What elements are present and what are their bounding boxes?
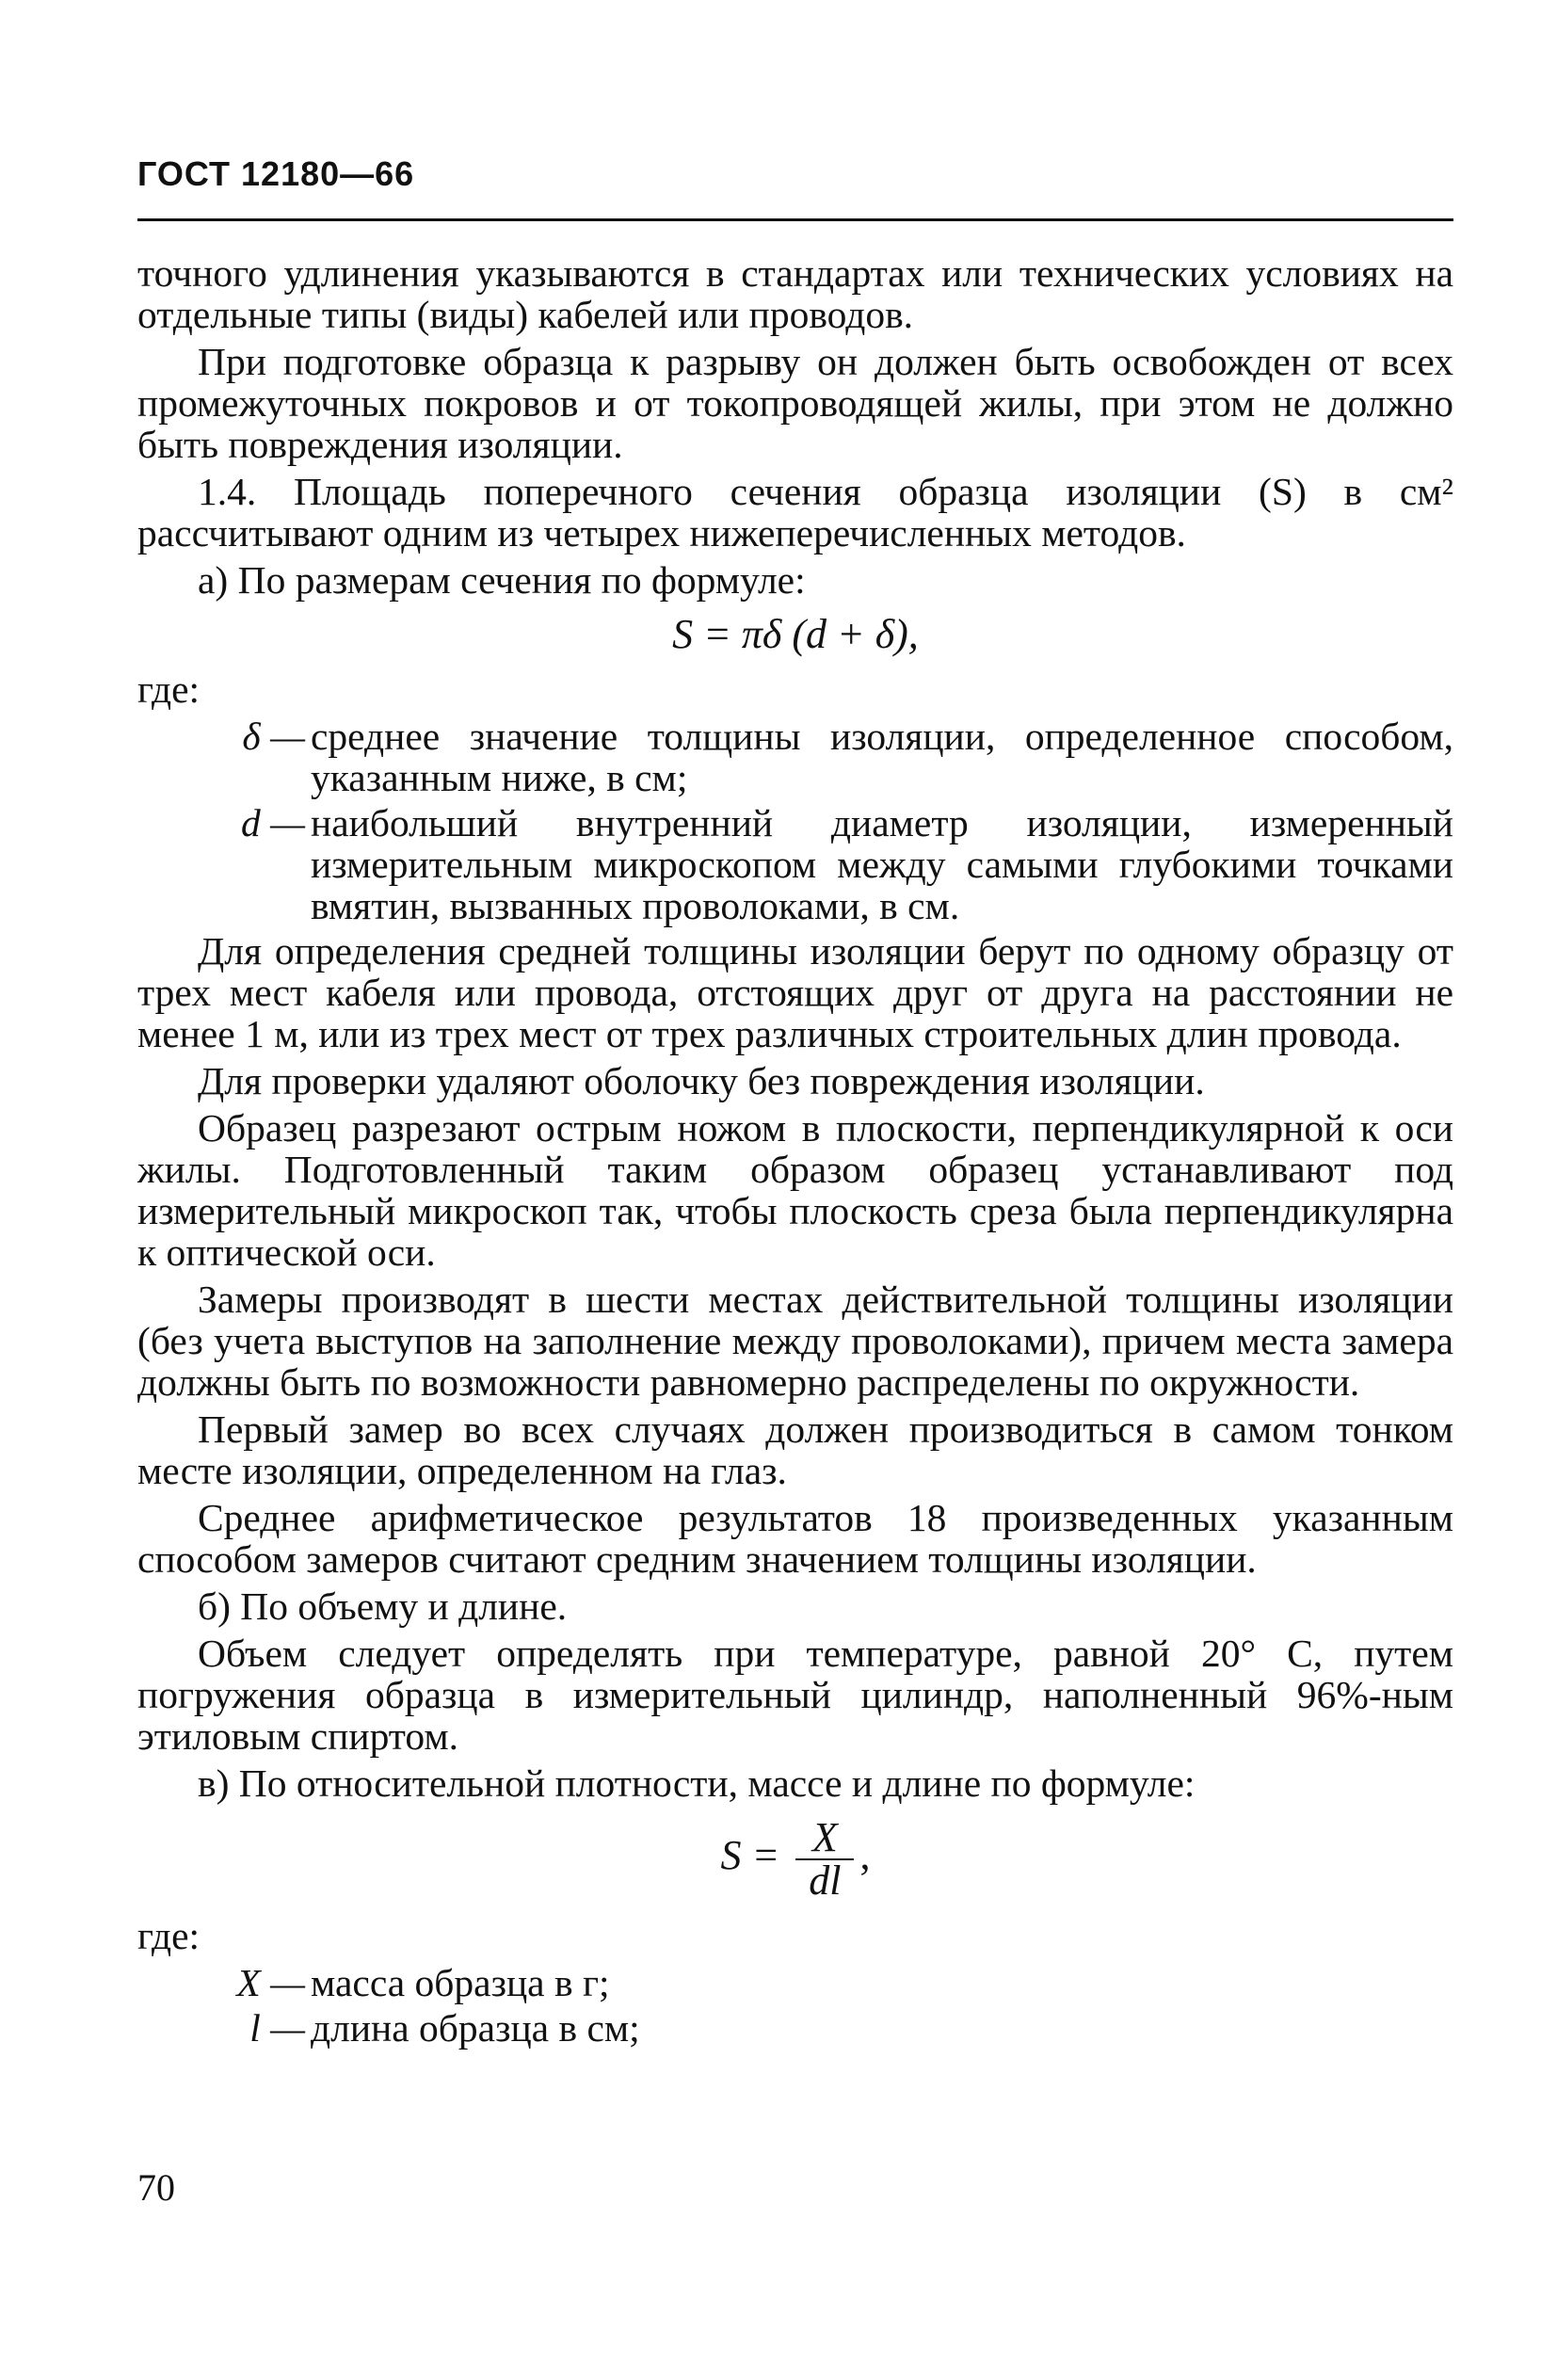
fraction: $\frac{X}{dl}$ (795, 1817, 854, 1902)
paragraph: Образец разрезают острым ножом в плоскости, перпендикулярной к оси жилы. Подготовленный таким образом образец устанавливают под измерительный микроскоп так, чтобы плоскость среза была перпендикулярна к оптической оси. (137, 1106, 1453, 1274)
definition-x: X — масса образца в г; (236, 1961, 610, 2004)
definition-l: l — длина образца в см; (249, 2006, 640, 2050)
paragraph: Замеры производят в шести местах действительной толщины изоляции (без учета выступов на заполнение между проволоками), причем места замера должны быть по возможности равномерно распределены по окружности. (137, 1278, 1453, 1404)
paragraph: Для проверки удаляют оболочку без повреждения изоляции. (198, 1059, 1205, 1102)
definition-d: d — наибольший внутренний диаметр изоляции, измеренный измерительным микроскопом между самыми глубокими точками вмятин, вызванных проволоками, в см. (240, 801, 1453, 927)
method-b: б) По объему и длине. (198, 1584, 568, 1628)
method-a: а) По размерам сечения по формуле: (198, 558, 806, 602)
page-number: 70 (137, 2166, 175, 2209)
where-label: где: (137, 667, 201, 711)
paragraph: Объем следует определять при температуре, равной 20° С, путем погружения образца в измерительный цилиндр, наполненный 96%-ным этиловым спиртом. (137, 1632, 1453, 1758)
definition-delta: δ — среднее значение толщины изоляции, определенное способом, указанным ниже, в см; (242, 715, 1453, 799)
formula-2: S = $\frac{X}{dl}$ , (720, 1814, 871, 1904)
header-rule (137, 218, 1453, 221)
paragraph: Для определения средней толщины изоляции берут по одному образцу от трех мест кабеля или провода, отстоящих друг от друга на расстоянии не менее 1 м, или из трех мест от трех различных строительных длин провода. (137, 929, 1453, 1055)
page-header: ГОСТ 12180—66 (137, 154, 415, 193)
paragraph: Среднее арифметическое результатов 18 произведенных указанным способом замеров считают средним значением толщины изоляции. (137, 1496, 1453, 1581)
where-label: где: (137, 1914, 201, 1957)
method-c: в) По относительной плотности, массе и длине по формуле: (198, 1761, 1196, 1805)
paragraph: точного удлинения указываются в стандартах или технических условиях на отдельные типы (виды) кабелей или проводов. (137, 251, 1453, 336)
paragraph: При подготовке образца к разрыву он должен быть освобожден от всех промежуточных покровов и от токопроводящей жилы, при этом не должно быть повреждения изоляции. (137, 340, 1453, 466)
formula-1: S = πδ (d + δ), (672, 611, 919, 657)
paragraph: Первый замер во всех случаях должен производиться в самом тонком месте изоляции, определенном на глаз. (137, 1407, 1453, 1492)
section-1-4: 1.4. Площадь поперечного сечения образца изоляции (S) в см² рассчитывают одним из четырех нижеперечисленных методов. (137, 470, 1453, 555)
page-body (137, 252, 1453, 2052)
